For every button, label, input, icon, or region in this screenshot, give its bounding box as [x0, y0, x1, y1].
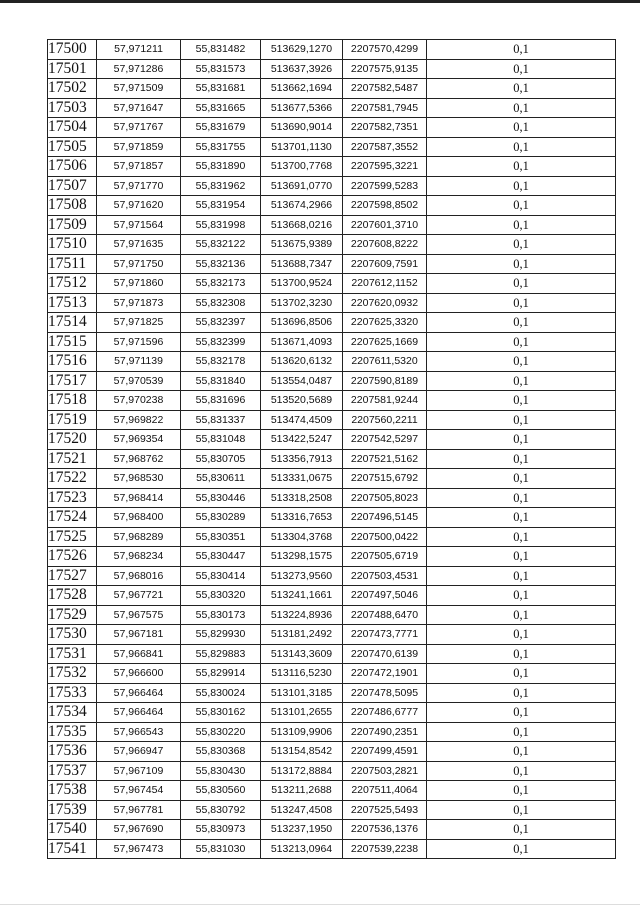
cell-longitude: 55,831679: [181, 118, 261, 138]
cell-coord-x: 513101,2655: [261, 703, 343, 723]
cell-accuracy: 0,1: [427, 215, 616, 235]
cell-accuracy: 0,1: [427, 820, 616, 840]
cell-latitude: 57,967109: [97, 761, 181, 781]
cell-longitude: 55,829930: [181, 625, 261, 645]
cell-coord-x: 513298,1575: [261, 547, 343, 567]
cell-longitude: 55,830024: [181, 683, 261, 703]
cell-accuracy: 0,1: [427, 800, 616, 820]
cell-latitude: 57,966600: [97, 664, 181, 684]
cell-latitude: 57,966464: [97, 683, 181, 703]
table-row: [48, 527, 616, 547]
cell-latitude: 57,968400: [97, 508, 181, 528]
table-row: [48, 625, 616, 645]
table-row: [48, 79, 616, 99]
cell-latitude: 57,971873: [97, 293, 181, 313]
cell-coord-y: 2207473,7771: [343, 625, 427, 645]
table-row: [48, 293, 616, 313]
scan-top-edge: [0, 0, 640, 3]
cell-accuracy: 0,1: [427, 235, 616, 255]
table-row: [48, 313, 616, 333]
table-row: [48, 761, 616, 781]
cell-point-number: 17524: [48, 508, 97, 528]
cell-coord-y: 2207599,5283: [343, 176, 427, 196]
cell-latitude: 57,971860: [97, 274, 181, 294]
cell-coord-y: 2207503,2821: [343, 761, 427, 781]
cell-accuracy: 0,1: [427, 118, 616, 138]
cell-coord-y: 2207472,1901: [343, 664, 427, 684]
cell-latitude: 57,971564: [97, 215, 181, 235]
table-row: [48, 391, 616, 411]
cell-latitude: 57,968289: [97, 527, 181, 547]
cell-latitude: 57,967781: [97, 800, 181, 820]
cell-point-number: 17523: [48, 488, 97, 508]
cell-longitude: 55,831030: [181, 839, 261, 859]
cell-accuracy: 0,1: [427, 59, 616, 79]
table-row: [48, 683, 616, 703]
cell-latitude: 57,968414: [97, 488, 181, 508]
cell-longitude: 55,831048: [181, 430, 261, 450]
cell-coord-x: 513273,9560: [261, 566, 343, 586]
cell-coord-x: 513701,1130: [261, 137, 343, 157]
table-row: [48, 98, 616, 118]
cell-point-number: 17535: [48, 722, 97, 742]
cell-point-number: 17541: [48, 839, 97, 859]
cell-point-number: 17512: [48, 274, 97, 294]
cell-longitude: 55,830368: [181, 742, 261, 762]
cell-accuracy: 0,1: [427, 703, 616, 723]
cell-longitude: 55,830611: [181, 469, 261, 489]
cell-latitude: 57,971750: [97, 254, 181, 274]
cell-latitude: 57,971647: [97, 98, 181, 118]
cell-accuracy: 0,1: [427, 586, 616, 606]
cell-coord-x: 513688,7347: [261, 254, 343, 274]
cell-accuracy: 0,1: [427, 547, 616, 567]
cell-coord-y: 2207587,3552: [343, 137, 427, 157]
cell-point-number: 17503: [48, 98, 97, 118]
table-row: [48, 839, 616, 859]
cell-accuracy: 0,1: [427, 352, 616, 372]
cell-coord-y: 2207505,8023: [343, 488, 427, 508]
cell-accuracy: 0,1: [427, 293, 616, 313]
cell-longitude: 55,832178: [181, 352, 261, 372]
cell-longitude: 55,832397: [181, 313, 261, 333]
cell-point-number: 17518: [48, 391, 97, 411]
cell-accuracy: 0,1: [427, 605, 616, 625]
table-row: [48, 157, 616, 177]
cell-point-number: 17511: [48, 254, 97, 274]
cell-point-number: 17514: [48, 313, 97, 333]
cell-coord-y: 2207608,8222: [343, 235, 427, 255]
cell-accuracy: 0,1: [427, 391, 616, 411]
cell-latitude: 57,967454: [97, 781, 181, 801]
cell-coord-x: 513696,8506: [261, 313, 343, 333]
cell-accuracy: 0,1: [427, 625, 616, 645]
table-row: [48, 800, 616, 820]
cell-coord-y: 2207620,0932: [343, 293, 427, 313]
cell-coord-x: 513101,3185: [261, 683, 343, 703]
cell-point-number: 17540: [48, 820, 97, 840]
cell-accuracy: 0,1: [427, 469, 616, 489]
cell-point-number: 17522: [48, 469, 97, 489]
cell-coord-x: 513224,8936: [261, 605, 343, 625]
cell-longitude: 55,831890: [181, 157, 261, 177]
table-row: [48, 118, 616, 138]
cell-longitude: 55,830446: [181, 488, 261, 508]
cell-longitude: 55,831840: [181, 371, 261, 391]
cell-coord-x: 513237,1950: [261, 820, 343, 840]
cell-longitude: 55,831573: [181, 59, 261, 79]
cell-accuracy: 0,1: [427, 98, 616, 118]
table-row: [48, 742, 616, 762]
cell-point-number: 17516: [48, 352, 97, 372]
cell-coord-x: 513675,9389: [261, 235, 343, 255]
cell-point-number: 17538: [48, 781, 97, 801]
cell-longitude: 55,830289: [181, 508, 261, 528]
cell-accuracy: 0,1: [427, 527, 616, 547]
cell-coord-x: 513637,3926: [261, 59, 343, 79]
cell-longitude: 55,830792: [181, 800, 261, 820]
cell-latitude: 57,969354: [97, 430, 181, 450]
table-row: [48, 176, 616, 196]
cell-coord-y: 2207521,5162: [343, 449, 427, 469]
table-row: [48, 566, 616, 586]
cell-longitude: 55,830320: [181, 586, 261, 606]
cell-latitude: 57,969822: [97, 410, 181, 430]
cell-accuracy: 0,1: [427, 508, 616, 528]
cell-coord-y: 2207625,1669: [343, 332, 427, 352]
cell-accuracy: 0,1: [427, 683, 616, 703]
cell-coord-x: 513700,9524: [261, 274, 343, 294]
cell-coord-y: 2207582,7351: [343, 118, 427, 138]
table-row: [48, 703, 616, 723]
table-row: [48, 40, 616, 60]
cell-coord-y: 2207500,0422: [343, 527, 427, 547]
cell-point-number: 17515: [48, 332, 97, 352]
table-row: [48, 508, 616, 528]
table-row: [48, 449, 616, 469]
cell-point-number: 17510: [48, 235, 97, 255]
cell-coord-y: 2207575,9135: [343, 59, 427, 79]
cell-latitude: 57,971857: [97, 157, 181, 177]
cell-point-number: 17525: [48, 527, 97, 547]
cell-coord-x: 513116,5230: [261, 664, 343, 684]
table-row: [48, 254, 616, 274]
cell-accuracy: 0,1: [427, 274, 616, 294]
cell-coord-y: 2207542,5297: [343, 430, 427, 450]
cell-point-number: 17506: [48, 157, 97, 177]
cell-coord-x: 513474,4509: [261, 410, 343, 430]
cell-accuracy: 0,1: [427, 722, 616, 742]
cell-coord-y: 2207478,5095: [343, 683, 427, 703]
cell-accuracy: 0,1: [427, 157, 616, 177]
cell-point-number: 17517: [48, 371, 97, 391]
cell-accuracy: 0,1: [427, 79, 616, 99]
cell-coord-y: 2207570,4299: [343, 40, 427, 60]
cell-latitude: 57,968234: [97, 547, 181, 567]
cell-coord-x: 513356,7913: [261, 449, 343, 469]
cell-longitude: 55,830705: [181, 449, 261, 469]
table-row: [48, 410, 616, 430]
cell-accuracy: 0,1: [427, 742, 616, 762]
cell-latitude: 57,971139: [97, 352, 181, 372]
cell-coord-y: 2207470,6139: [343, 644, 427, 664]
cell-longitude: 55,830351: [181, 527, 261, 547]
cell-longitude: 55,830173: [181, 605, 261, 625]
table-row: [48, 215, 616, 235]
cell-point-number: 17527: [48, 566, 97, 586]
cell-point-number: 17500: [48, 40, 97, 60]
cell-coord-y: 2207581,9244: [343, 391, 427, 411]
cell-longitude: 55,831962: [181, 176, 261, 196]
cell-longitude: 55,831337: [181, 410, 261, 430]
cell-longitude: 55,829883: [181, 644, 261, 664]
cell-coord-y: 2207536,1376: [343, 820, 427, 840]
cell-coord-y: 2207539,2238: [343, 839, 427, 859]
cell-point-number: 17530: [48, 625, 97, 645]
cell-longitude: 55,831696: [181, 391, 261, 411]
cell-coord-x: 513662,1694: [261, 79, 343, 99]
cell-accuracy: 0,1: [427, 781, 616, 801]
cell-accuracy: 0,1: [427, 410, 616, 430]
cell-coord-x: 513213,0964: [261, 839, 343, 859]
cell-latitude: 57,971635: [97, 235, 181, 255]
cell-accuracy: 0,1: [427, 176, 616, 196]
cell-coord-y: 2207598,8502: [343, 196, 427, 216]
cell-latitude: 57,967575: [97, 605, 181, 625]
cell-point-number: 17502: [48, 79, 97, 99]
cell-latitude: 57,971286: [97, 59, 181, 79]
cell-coord-y: 2207499,4591: [343, 742, 427, 762]
cell-coord-y: 2207511,4064: [343, 781, 427, 801]
cell-point-number: 17501: [48, 59, 97, 79]
cell-latitude: 57,966841: [97, 644, 181, 664]
cell-accuracy: 0,1: [427, 137, 616, 157]
cell-latitude: 57,971770: [97, 176, 181, 196]
cell-latitude: 57,970238: [97, 391, 181, 411]
cell-point-number: 17532: [48, 664, 97, 684]
cell-coord-x: 513318,2508: [261, 488, 343, 508]
cell-longitude: 55,829914: [181, 664, 261, 684]
cell-coord-y: 2207625,3320: [343, 313, 427, 333]
cell-point-number: 17539: [48, 800, 97, 820]
table-row: [48, 722, 616, 742]
cell-longitude: 55,832136: [181, 254, 261, 274]
cell-accuracy: 0,1: [427, 839, 616, 859]
cell-accuracy: 0,1: [427, 644, 616, 664]
cell-latitude: 57,967473: [97, 839, 181, 859]
cell-point-number: 17513: [48, 293, 97, 313]
table-row: [48, 547, 616, 567]
cell-accuracy: 0,1: [427, 566, 616, 586]
cell-coord-x: 513211,2688: [261, 781, 343, 801]
cell-coord-x: 513109,9906: [261, 722, 343, 742]
table-row: [48, 664, 616, 684]
cell-longitude: 55,830560: [181, 781, 261, 801]
cell-coord-y: 2207503,4531: [343, 566, 427, 586]
cell-coord-y: 2207515,6792: [343, 469, 427, 489]
cell-longitude: 55,831681: [181, 79, 261, 99]
cell-longitude: 55,832173: [181, 274, 261, 294]
cell-coord-x: 513702,3230: [261, 293, 343, 313]
table-row: [48, 196, 616, 216]
cell-coord-x: 513691,0770: [261, 176, 343, 196]
cell-coord-x: 513620,6132: [261, 352, 343, 372]
cell-point-number: 17537: [48, 761, 97, 781]
cell-longitude: 55,830162: [181, 703, 261, 723]
table-row: [48, 586, 616, 606]
cell-coord-y: 2207488,6470: [343, 605, 427, 625]
cell-latitude: 57,971620: [97, 196, 181, 216]
cell-coord-y: 2207611,5320: [343, 352, 427, 372]
cell-longitude: 55,830220: [181, 722, 261, 742]
cell-coord-x: 513331,0675: [261, 469, 343, 489]
cell-coord-y: 2207505,6719: [343, 547, 427, 567]
table-row: [48, 430, 616, 450]
cell-latitude: 57,971509: [97, 79, 181, 99]
cell-latitude: 57,970539: [97, 371, 181, 391]
table-row: [48, 371, 616, 391]
cell-latitude: 57,967181: [97, 625, 181, 645]
cell-latitude: 57,966947: [97, 742, 181, 762]
cell-coord-x: 513154,8542: [261, 742, 343, 762]
cell-coord-x: 513520,5689: [261, 391, 343, 411]
cell-point-number: 17504: [48, 118, 97, 138]
cell-accuracy: 0,1: [427, 430, 616, 450]
cell-longitude: 55,830973: [181, 820, 261, 840]
cell-longitude: 55,830430: [181, 761, 261, 781]
cell-point-number: 17536: [48, 742, 97, 762]
cell-accuracy: 0,1: [427, 449, 616, 469]
cell-coord-y: 2207601,3710: [343, 215, 427, 235]
cell-coord-x: 513700,7768: [261, 157, 343, 177]
cell-coord-x: 513172,8884: [261, 761, 343, 781]
cell-coord-x: 513677,5366: [261, 98, 343, 118]
cell-coord-x: 513671,4093: [261, 332, 343, 352]
cell-coord-y: 2207525,5493: [343, 800, 427, 820]
cell-latitude: 57,971596: [97, 332, 181, 352]
cell-point-number: 17519: [48, 410, 97, 430]
cell-coord-x: 513554,0487: [261, 371, 343, 391]
cell-coord-x: 513143,3609: [261, 644, 343, 664]
table-row: [48, 820, 616, 840]
cell-coord-x: 513304,3768: [261, 527, 343, 547]
cell-longitude: 55,831954: [181, 196, 261, 216]
cell-coord-y: 2207590,8189: [343, 371, 427, 391]
cell-coord-x: 513247,4508: [261, 800, 343, 820]
cell-coord-x: 513690,9014: [261, 118, 343, 138]
cell-longitude: 55,832122: [181, 235, 261, 255]
table-row: [48, 59, 616, 79]
cell-point-number: 17520: [48, 430, 97, 450]
cell-latitude: 57,968762: [97, 449, 181, 469]
coordinates-table-body: [48, 40, 616, 859]
cell-coord-y: 2207496,5145: [343, 508, 427, 528]
table-row: [48, 605, 616, 625]
cell-coord-y: 2207497,5046: [343, 586, 427, 606]
coordinates-table: [47, 39, 616, 859]
table-row: [48, 488, 616, 508]
cell-point-number: 17509: [48, 215, 97, 235]
cell-coord-y: 2207490,2351: [343, 722, 427, 742]
cell-point-number: 17505: [48, 137, 97, 157]
cell-latitude: 57,968530: [97, 469, 181, 489]
cell-accuracy: 0,1: [427, 761, 616, 781]
cell-coord-x: 513668,0216: [261, 215, 343, 235]
cell-coord-x: 513181,2492: [261, 625, 343, 645]
cell-longitude: 55,831998: [181, 215, 261, 235]
cell-latitude: 57,966464: [97, 703, 181, 723]
cell-longitude: 55,832308: [181, 293, 261, 313]
cell-point-number: 17529: [48, 605, 97, 625]
cell-accuracy: 0,1: [427, 40, 616, 60]
table-row: [48, 352, 616, 372]
cell-coord-y: 2207582,5487: [343, 79, 427, 99]
cell-coord-y: 2207609,7591: [343, 254, 427, 274]
cell-longitude: 55,831755: [181, 137, 261, 157]
cell-latitude: 57,967721: [97, 586, 181, 606]
cell-longitude: 55,830447: [181, 547, 261, 567]
table-row: [48, 137, 616, 157]
cell-coord-y: 2207560,2211: [343, 410, 427, 430]
cell-accuracy: 0,1: [427, 254, 616, 274]
table-row: [48, 235, 616, 255]
cell-point-number: 17526: [48, 547, 97, 567]
cell-accuracy: 0,1: [427, 313, 616, 333]
cell-point-number: 17521: [48, 449, 97, 469]
cell-accuracy: 0,1: [427, 371, 616, 391]
table-row: [48, 274, 616, 294]
cell-point-number: 17528: [48, 586, 97, 606]
table-row: [48, 644, 616, 664]
cell-latitude: 57,967690: [97, 820, 181, 840]
cell-longitude: 55,832399: [181, 332, 261, 352]
cell-coord-x: 513674,2966: [261, 196, 343, 216]
cell-latitude: 57,971825: [97, 313, 181, 333]
cell-coord-y: 2207486,6777: [343, 703, 427, 723]
cell-accuracy: 0,1: [427, 488, 616, 508]
cell-coord-x: 513316,7653: [261, 508, 343, 528]
table-row: [48, 469, 616, 489]
cell-accuracy: 0,1: [427, 196, 616, 216]
cell-latitude: 57,971859: [97, 137, 181, 157]
cell-point-number: 17531: [48, 644, 97, 664]
cell-coord-x: 513629,1270: [261, 40, 343, 60]
cell-coord-x: 513241,1661: [261, 586, 343, 606]
cell-point-number: 17533: [48, 683, 97, 703]
cell-coord-x: 513422,5247: [261, 430, 343, 450]
cell-longitude: 55,831665: [181, 98, 261, 118]
cell-accuracy: 0,1: [427, 664, 616, 684]
cell-latitude: 57,971767: [97, 118, 181, 138]
cell-coord-y: 2207612,1152: [343, 274, 427, 294]
cell-latitude: 57,971211: [97, 40, 181, 60]
cell-latitude: 57,966543: [97, 722, 181, 742]
table-row: [48, 781, 616, 801]
table-row: [48, 332, 616, 352]
cell-longitude: 55,830414: [181, 566, 261, 586]
cell-coord-y: 2207581,7945: [343, 98, 427, 118]
cell-longitude: 55,831482: [181, 40, 261, 60]
cell-point-number: 17508: [48, 196, 97, 216]
cell-latitude: 57,968016: [97, 566, 181, 586]
cell-point-number: 17507: [48, 176, 97, 196]
cell-accuracy: 0,1: [427, 332, 616, 352]
cell-coord-y: 2207595,3221: [343, 157, 427, 177]
cell-point-number: 17534: [48, 703, 97, 723]
